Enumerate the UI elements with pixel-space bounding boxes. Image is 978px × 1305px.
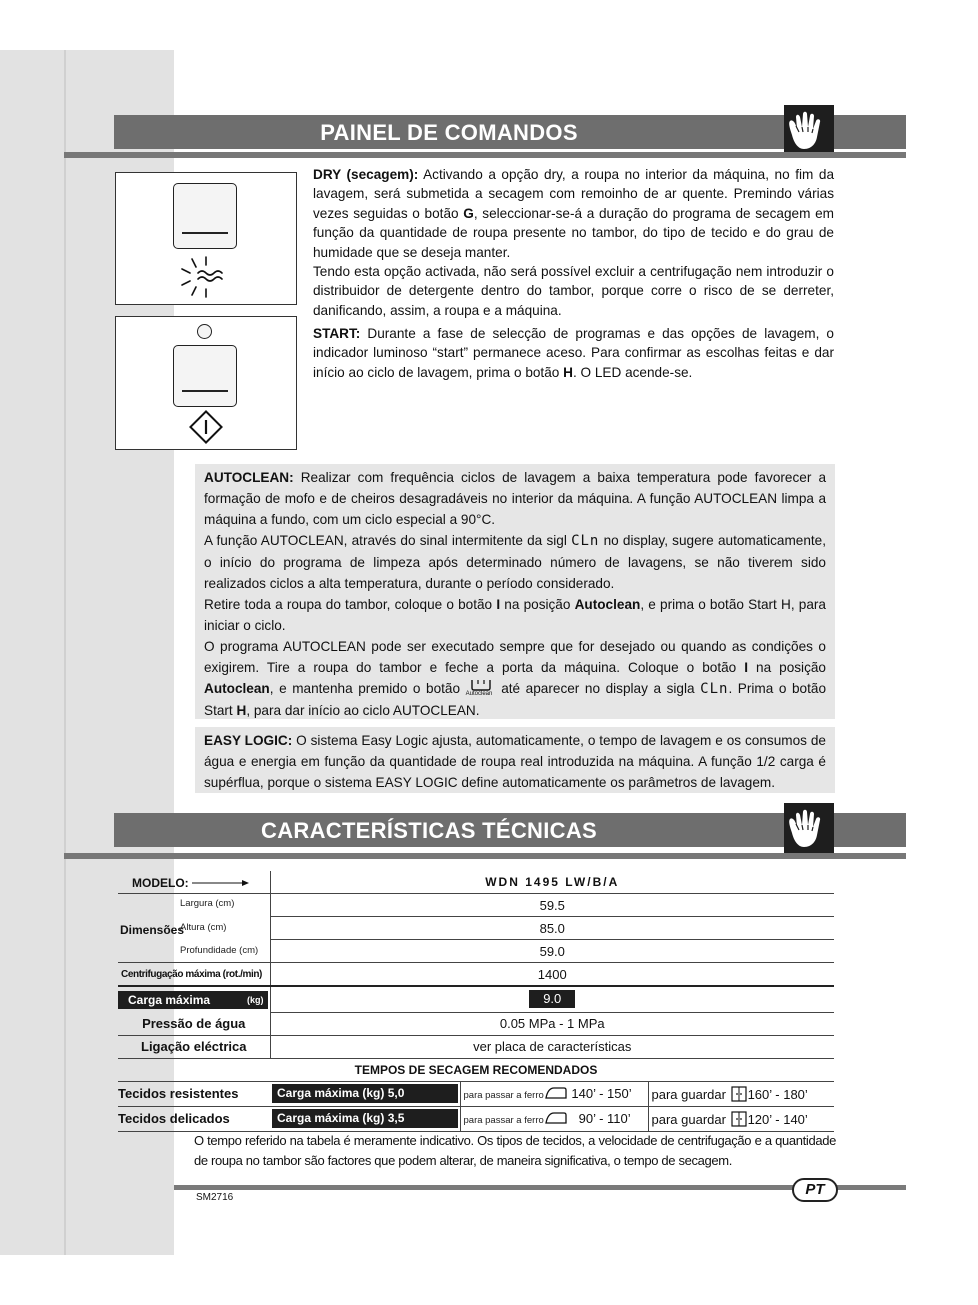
table-row: [118, 871, 834, 894]
autoclean-bold-i-2: I: [744, 660, 749, 675]
easy-logic-block: [195, 727, 835, 793]
autoclean-icon-caption: Autoclean: [465, 691, 493, 697]
autoclean-p3c: , e prima o botão Start H, para iniciar o ciclo.: [204, 597, 826, 633]
autoclean-p3b: na posição: [500, 597, 575, 612]
section-title-specs: CARACTERÍSTICAS TÉCNICAS: [261, 818, 597, 843]
autoclean-bold-i: I: [496, 597, 501, 612]
max-load-value: 9.0: [529, 990, 575, 1008]
start-label: START:: [313, 326, 361, 341]
autoclean-p2b: no display, sugere automaticamente, o início do programa de limpeza após determinado número de lavagens, se não tiverem sido realizados ciclos a alta temperatura, durante o período considerado.: [204, 533, 827, 591]
start-bold-h: H: [563, 364, 573, 380]
depth-value: 59.0: [270, 940, 834, 963]
page-number: 25: [950, 120, 976, 145]
iron-time-1: 140’ - 150’: [571, 1086, 632, 1101]
max-load-unit: (kg): [247, 995, 264, 1005]
section-underline: [64, 152, 906, 158]
iron-icon: [544, 1111, 568, 1125]
width-label: Largura (cm): [180, 898, 235, 909]
iron-label-2: para passar a ferro: [463, 1115, 544, 1126]
easy-logic-text: O sistema Easy Logic ajusta, automaticamente, o tempo de lavagem e os consumos de água e energia em função da quantidade de roupa real introduzida na máquina. A função 1/2 carga é supérflua, porque o sistema EASY LOGIC define automaticamente os parâmetros de lavagem.: [204, 733, 826, 790]
dry-button-panel: [115, 172, 297, 305]
dry-description: [313, 165, 834, 320]
depth-label: Profundidade (cm): [180, 945, 259, 956]
language-badge: PT: [792, 1178, 838, 1202]
resistant-load: Carga máxima (kg) 5,0: [272, 1084, 458, 1103]
section-title: PAINEL DE COMANDOS: [320, 120, 578, 145]
start-description: [313, 324, 834, 382]
autoclean-p4c: , e mantenha premido o botão: [269, 681, 466, 696]
autoclean-p4a: O programa AUTOCLEAN pode ser executado sempre que for desejado ou quando as condições o exigirem. Tire a roupa do tambor e feche a porta da máquina. Coloque o botão: [204, 639, 826, 675]
drying-times-title: TEMPOS DE SECAGEM RECOMENDADOS: [118, 1058, 834, 1081]
autoclean-p4d: até aparecer no display a sigla: [495, 681, 701, 696]
dry-text-2: , seleccionar-se-á a duração do programa de secagem em função da quantidade de roupa presente no tambor, do tipo de tecido e do grau de humidade que se deseja manter.: [313, 205, 834, 260]
height-label: Altura (cm): [180, 922, 227, 933]
autoclean-bold-h: H: [236, 703, 247, 718]
autoclean-p1: Realizar com frequência ciclos de lavagem a baixa temperatura pode favorecer a formação de mofo e de cheiros desagradáveis no interior da máquina. A função AUTOCLEAN limpa a máquina a fundo, com um ciclo especial a 90°C.: [204, 470, 826, 527]
store-time-1: 160’ - 180’: [747, 1086, 808, 1102]
display-code-cln-2: CLn: [700, 681, 729, 697]
wardrobe-icon: [730, 1111, 748, 1127]
table-row: [118, 963, 834, 987]
fabric-resistant-label: Tecidos resistentes: [118, 1081, 270, 1106]
autoclean-bold-autoclean: Autoclean: [574, 597, 641, 612]
store-label-1: para guardar: [651, 1086, 726, 1102]
autoclean-bold-autoclean-2: Autoclean: [204, 681, 270, 696]
document-code: SM2716: [196, 1192, 234, 1203]
specs-table: [118, 871, 834, 1132]
easy-logic-label: EASY LOGIC:: [204, 733, 293, 748]
model-value: WDN 1495 LW/B/A: [270, 871, 834, 894]
store-label-2: para guardar: [651, 1111, 726, 1127]
hand-icon: [784, 105, 834, 157]
model-label: MODELO:: [132, 875, 189, 890]
store-time-2: 120’ - 140’: [747, 1111, 808, 1127]
width-value: 59.5: [270, 894, 834, 917]
section-header-painel: [114, 115, 976, 149]
dry-text-1: Activando a opção dry, a roupa no interior da máquina, no fim da lavagem, será submetida a secagem com remoinho de ar quente. Premindo várias vezes seguidas o botão: [313, 167, 835, 221]
table-row: [118, 894, 834, 917]
autoclean-label: AUTOCLEAN:: [204, 470, 294, 485]
water-pressure-value: 0.05 MPa - 1 MPa: [270, 1012, 834, 1035]
dry-label: DRY (secagem):: [313, 167, 419, 182]
autoclean-button-icon: [466, 679, 496, 697]
electric-connection-value: ver placa de características: [270, 1035, 834, 1058]
display-code-cln: CLn: [571, 533, 600, 549]
arrow-right-icon: [192, 879, 250, 887]
button-line: [182, 232, 228, 234]
start-led-indicator: [197, 324, 212, 339]
table-row: [118, 1058, 834, 1081]
autoclean-p4f: , para dar início ao ciclo AUTOCLEAN.: [246, 703, 480, 718]
iron-icon: [544, 1086, 568, 1100]
spin-value: 1400: [270, 963, 834, 987]
dry-icon: [178, 255, 234, 299]
iron-time-2: 90’ - 110’: [578, 1111, 631, 1126]
fabric-delicate-label: Tecidos delicados: [118, 1106, 270, 1131]
start-button[interactable]: [173, 345, 237, 407]
height-value: 85.0: [270, 917, 834, 940]
start-text-1: Durante a fase de selecção de programas e das opções de lavagem, o indicador luminoso “start” permanece aceso. Para confirmar as escolhas feitas e dar início ao ciclo de lavagem, prima o botão: [313, 326, 834, 380]
button-line: [182, 390, 228, 392]
dimensions-label: Dimensões: [120, 923, 185, 937]
left-margin-line: [64, 50, 66, 1255]
table-row: [118, 986, 834, 1012]
section-header-caracteristicas: [114, 813, 906, 847]
section-underline-2: [64, 853, 906, 859]
delicate-load: Carga máxima (kg) 3,5: [272, 1109, 458, 1128]
table-row: [118, 1012, 834, 1035]
hand-icon-2: [784, 803, 834, 855]
table-row: [118, 1035, 834, 1058]
max-load-label: Carga máxima: [128, 993, 211, 1007]
start-text-2: . O LED acende-se.: [572, 364, 693, 380]
table-row: [118, 1081, 834, 1106]
electric-connection-label: Ligação eléctrica: [118, 1035, 270, 1058]
spin-label: Centrifugação máxima (rot./min): [118, 963, 270, 987]
start-icon: [188, 409, 224, 445]
wardrobe-icon: [730, 1086, 748, 1102]
autoclean-p4e: . Prima o botão Start: [204, 681, 826, 718]
dry-text-3: Tendo esta opção activada, não será possível excluir a centrifugação nem introduzir o distribuidor de detergente dentro do tambor, porque corre o risco de se derreter, danificando, assim, a roupa e a máquina.: [313, 264, 834, 318]
autoclean-p4b: na posição: [748, 660, 826, 675]
dry-button[interactable]: [173, 183, 237, 249]
autoclean-p2a: A função AUTOCLEAN, através do sinal intermitente da sigl: [204, 533, 572, 548]
table-row: [118, 1106, 834, 1131]
max-load-label-cell: [118, 991, 268, 1009]
dry-bold-g: G: [463, 205, 474, 221]
drying-note: O tempo referido na tabela é meramente indicativo. Os tipos de tecidos, a velocidade de centrifugação e a quantidade de roupa no tambor são factores que podem alterar, de maneira significativa, o tempo de secagem.: [194, 1133, 836, 1168]
autoclean-block: [195, 464, 835, 719]
iron-label-1: para passar a ferro: [463, 1090, 544, 1101]
start-button-panel: [115, 316, 297, 450]
water-pressure-label: Pressão de água: [118, 1012, 270, 1035]
autoclean-p3a: Retire toda a roupa do tambor, coloque o botão: [204, 597, 497, 612]
